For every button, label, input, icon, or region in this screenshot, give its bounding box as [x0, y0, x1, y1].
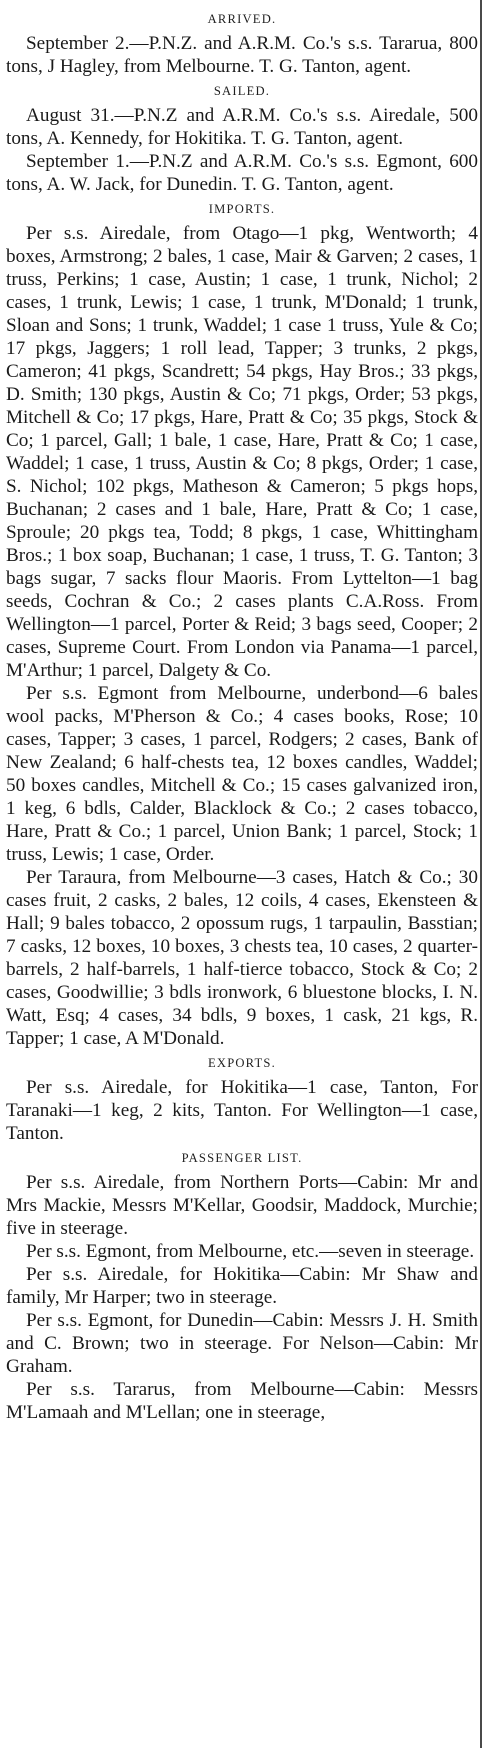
column-rule: [480, 0, 482, 1748]
imports-heading: IMPORTS.: [208, 202, 276, 216]
arrived-paragraph: September 2.—P.N.Z. and A.R.M. Co.'s s.s. Tararua, 800 tons, J Hagley, from Melbourne. T. G. Tanton, agent.: [6, 33, 478, 77]
exports-paragraph: Per s.s. Airedale, for Hokitika—1 case, Tanton, For Taranaki—1 keg, 2 kits, Tanton. For Wellington—1 case, Tanton.: [6, 1077, 478, 1144]
arrived-heading: ARRIVED.: [207, 12, 277, 26]
sailed-paragraph: September 1.—P.N.Z and A.R.M. Co.'s s.s. Egmont, 600 tons, A. W. Jack, for Dunedin. T. G. Tanton, agent.: [6, 151, 478, 195]
passenger-list-heading: PASSENGER LIST.: [181, 1151, 303, 1165]
passenger-paragraph: Per s.s. Egmont, from Melbourne, etc.—seven in steerage.: [26, 1241, 475, 1262]
imports-paragraph: Per s.s. Airedale, from Otago—1 pkg, Wentworth; 4 boxes, Armstrong; 2 bales, 1 case, Mair & Garven; 2 cases, 1 truss, Perkins; 1 case, Austin; 1 case, 1 trunk, Nichol; 2 cases, 1 trunk, Lewis; 1 case, 1 trunk, M'Donald; 1 trunk, Sloan and Sons; 1 trunk, Waddel; 1 case 1 truss, Yule & Co; 17 pkgs, Jaggers; 1 roll lead, Tapper; 3 trunks, 2 pkgs, Cameron; 41 pkgs, Scandrett; 54 pkgs, Hay Bros.; 33 pkgs, D. Smith; 130 pkgs, Austin & Co; 71 pkgs, Order; 53 pkgs, Mitchell & Co; 17 pkgs, Hare, Pratt & Co; 35 pkgs, Stock & Co; 1 parcel, Gall; 1 bale, 1 case, Hare, Pratt & Co; 1 case, Waddel; 1 case, 1 truss, Austin & Co; 8 pkgs, Order; 1 case, S. Nichol; 102 pkgs, Matheson & Cameron; 5 pkgs hops, Buchanan; 2 cases and 1 bale, Hare, Pratt & Co; 1 case, Sproule; 20 pkgs tea, Todd; 8 pkgs, 1 case, Whittingham Bros.; 1 box soap, Buchanan; 1 case, 1 truss, T. G. Tanton; 3 bags sugar, 7 sacks flour Maoris. From Lyttelton—1 bag seeds, Cochran & Co.; 2 cases plants C.A.Ross. From Wellington—1 parcel, Porter & Reid; 3 bags seed, Cooper; 2 cases, Supreme Court. From London via Panama—1 parcel, M'Arthur; 1 parcel, Dalgety & Co.: [6, 223, 478, 681]
passenger-paragraph: Per s.s. Airedale, from Northern Ports—Cabin: Mr and Mrs Mackie, Messrs M'Kellar, Goodsir, Maddock, Murchie; five in steerage.: [6, 1172, 478, 1239]
imports-paragraph: Per Taraura, from Melbourne—3 cases, Hatch & Co.; 30 cases fruit, 2 casks, 2 bales, 12 coils, 4 cases, Ekensteen & Hall; 9 bales tobacco, 2 opossum rugs, 1 tarpaulin, Basstian; 7 casks, 12 boxes, 10 boxes, 3 chests tea, 10 cases, 2 quarter-barrels, 2 half-barrels, 1 half-tierce tobacco, Stock & Co; 2 cases, Goodwillie; 3 bdls ironwork, 6 bluestone blocks, I. N. Watt, Esq; 4 cases, 34 bdls, 9 boxes, 1 cask, 21 kgs, R. Tapper; 1 case, A M'Donald.: [6, 867, 478, 1049]
passenger-paragraph: Per s.s. Egmont, for Dunedin—Cabin: Messrs J. H. Smith and C. Brown; two in steerage. For Nelson—Cabin: Mr Graham.: [6, 1310, 478, 1377]
sailed-paragraph: August 31.—P.N.Z and A.R.M. Co.'s s.s. Airedale, 500 tons, A. Kennedy, for Hokitika. T. G. Tanton, agent.: [6, 105, 478, 149]
imports-paragraph: Per s.s. Egmont from Melbourne, underbond—6 bales wool packs, M'Pherson & Co.; 4 cases books, Rose; 10 cases, Tapper; 3 cases, 1 parcel, Rodgers; 2 cases, Bank of New Zealand; 6 half-chests tea, 12 boxes candles, Waddel; 50 boxes candles, Mitchell & Co.; 15 cases galvanized iron, 1 keg, 6 bdls, Calder, Blacklock & Co.; 2 cases tobacco, Hare, Pratt & Co.; 1 parcel, Union Bank; 1 parcel, Stock; 1 truss, Lewis; 1 case, Order.: [6, 683, 478, 865]
passenger-paragraph: Per s.s. Airedale, for Hokitika—Cabin: Mr Shaw and family, Mr Harper; two in steerage.: [6, 1264, 478, 1308]
passenger-paragraph: Per s.s. Tararus, from Melbourne—Cabin: Messrs M'Lamaah and M'Lellan; one in steerage,: [6, 1379, 478, 1423]
exports-heading: EXPORTS.: [208, 1056, 276, 1070]
sailed-heading: SAILED.: [213, 84, 271, 98]
